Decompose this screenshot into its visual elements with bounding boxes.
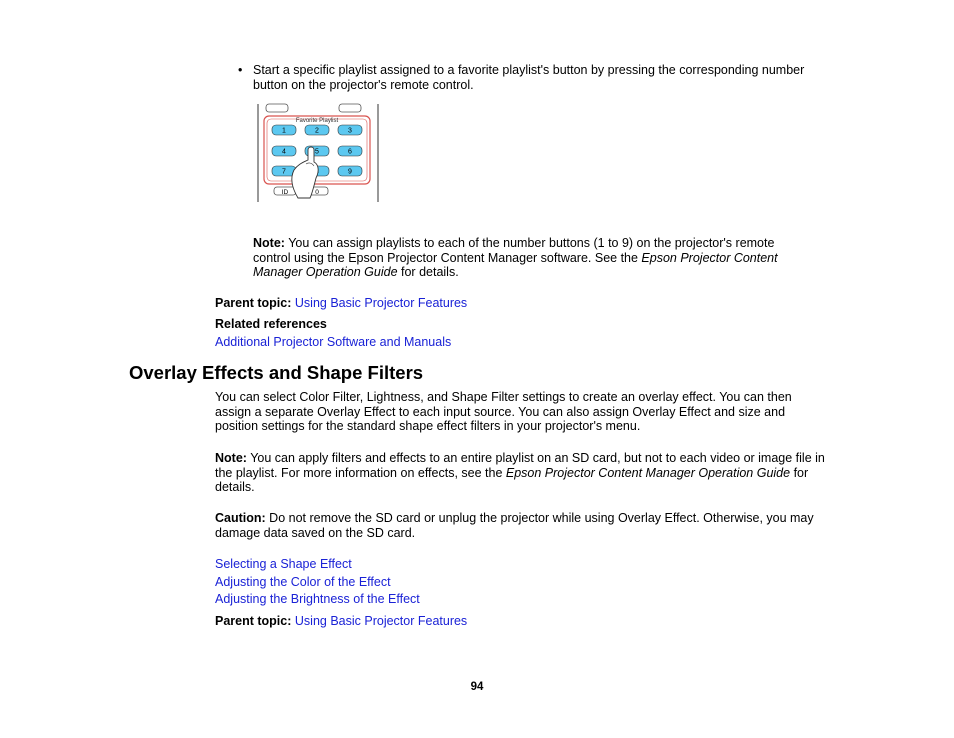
related-reference-item: [215, 335, 451, 350]
link-item-3: [215, 592, 420, 607]
remote-number-button-label: 2: [315, 127, 319, 135]
note-1-text-a: You can assign playlists to each of the number buttons (1 to 9) on the projector's remote control using the Epson Projector Content Manager software. See the: [253, 236, 775, 265]
remote-illustration: [254, 102, 384, 204]
note-2-guide-title: Epson Projector Content Manager Operation Guide: [505, 465, 791, 480]
related-references-label: [215, 317, 327, 332]
remote-button-0-label: 0: [315, 189, 319, 196]
parent-topic-2-label: Parent topic:: [215, 614, 292, 628]
note-2-text-a: You can apply filters and effects to an entire playlist on an SD card, but not to each video or image file in the playlist. For more information on effects, see the: [215, 451, 825, 480]
bullet-marker: •: [238, 63, 243, 77]
parent-topic-1-label: Parent topic:: [215, 296, 292, 310]
related-references-heading: Related references: [215, 317, 327, 331]
remote-number-button-label: 6: [348, 148, 352, 156]
caution-label: Caution:: [215, 511, 266, 525]
note-1-label: Note:: [253, 236, 285, 250]
remote-button-id-label: ID: [281, 189, 289, 196]
remote-number-button-label: 9: [348, 168, 352, 176]
note-1-text-b: for details.: [397, 265, 459, 279]
link-item-2: [215, 575, 391, 590]
parent-topic-2: [215, 614, 467, 629]
caution-text: Do not remove the SD card or unplug the projector while using Overlay Effect. Otherwise, you may damage data saved on the SD card.: [215, 511, 814, 540]
link-adjusting-color[interactable]: Adjusting the Color of the Effect: [215, 575, 391, 589]
remote-number-button-label: 1: [282, 127, 286, 135]
note-2: [215, 451, 825, 495]
remote-number-button-label: 7: [282, 168, 286, 176]
favorite-playlist-label: Favorite Playlist: [295, 118, 339, 124]
link-item-1: [215, 557, 352, 572]
remote-number-button-label: 4: [282, 148, 286, 156]
note-2-text-b: for details.: [215, 465, 809, 494]
link-selecting-shape-effect[interactable]: Selecting a Shape Effect: [215, 557, 352, 571]
remote-control-image: [254, 102, 384, 204]
page-number: 94: [470, 681, 484, 693]
section-heading-wrap: [129, 362, 423, 384]
bullet-text: Start a specific playlist assigned to a favorite playlist's button by pressing the corresponding number button on the projector's remote control.: [253, 63, 805, 92]
note-1: [253, 236, 813, 280]
remote-number-button-label: 5: [315, 148, 319, 156]
caution: [215, 511, 825, 540]
note-1-guide-title: Epson Projector Content Manager Operation Guide: [253, 250, 778, 279]
parent-topic-1: [215, 296, 467, 311]
note-2-label: Note:: [215, 451, 247, 465]
section-intro: You can select Color Filter, Lightness, and Shape Filter settings to create an overlay effect. You can then assign a separate Overlay Effect to each input source. You can also assign Overlay Effect and size and position settings for the standard shape effect filters in your projector's menu.: [215, 390, 792, 433]
parent-topic-2-link[interactable]: Using Basic Projector Features: [294, 614, 468, 628]
link-adjusting-brightness[interactable]: Adjusting the Brightness of the Effect: [215, 592, 420, 606]
remote-number-button-label: 3: [348, 127, 352, 135]
related-reference-link[interactable]: Additional Projector Software and Manuals: [215, 335, 452, 349]
parent-topic-1-link[interactable]: Using Basic Projector Features: [294, 296, 468, 310]
section-heading: Overlay Effects and Shape Filters: [129, 362, 424, 383]
